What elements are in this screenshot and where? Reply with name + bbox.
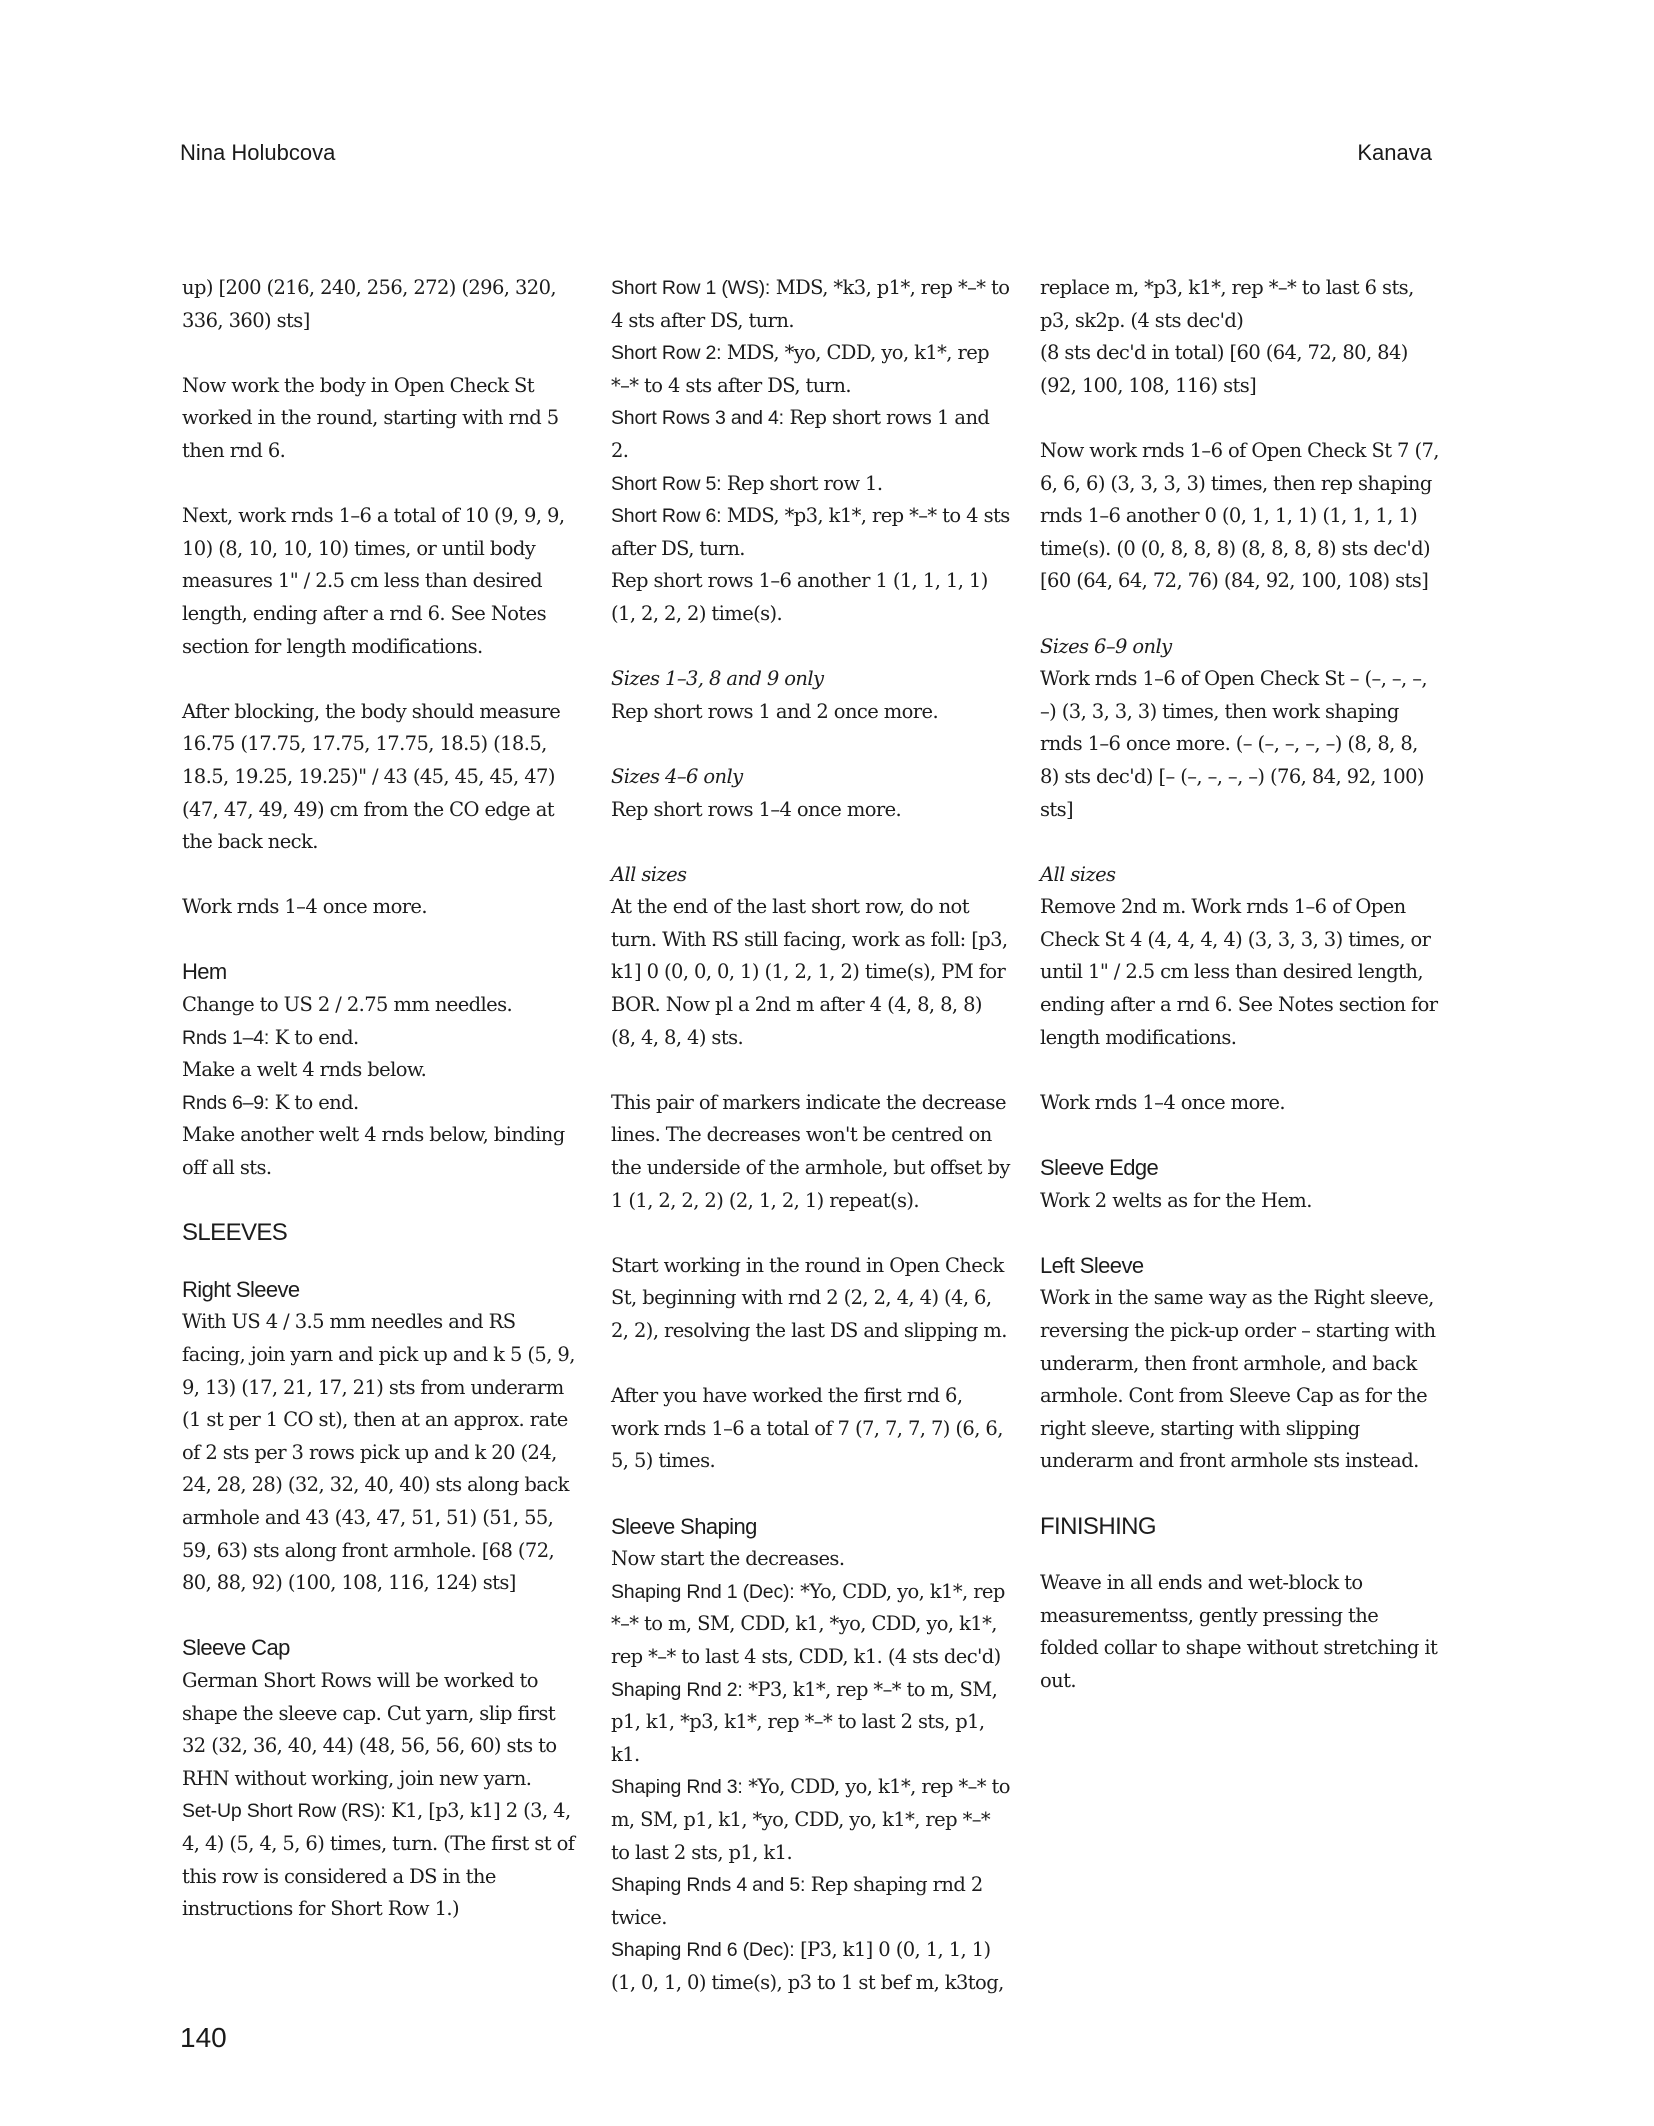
paragraph: Rep short rows 1–4 once more. xyxy=(611,797,902,821)
right-sleeve-heading: Right Sleeve xyxy=(182,1276,300,1302)
instruction-label: Rnds 1–4: xyxy=(182,1026,270,1049)
paragraph: German Short Rows will be worked to shape the sleeve cap. Cut yarn, slip first 32 (32, 36, 40, 44) (48, 56, 56, 60) sts to RHN without working, join new yarn. xyxy=(182,1668,557,1790)
paragraph: Work rnds 1–6 of Open Check St – (–, –, –, –) (3, 3, 3, 3) times, then work shaping rnds 1–6 once more. (– (–, –, –, –) (8, 8, 8, 8) sts dec'd) [– (–, –, –, –) (76, 84, 92, 100) sts] xyxy=(1040,667,1427,821)
column-3 xyxy=(1040,272,1440,1730)
paragraph: Next, work rnds 1–6 a total of 10 (9, 9, 9, 10) (8, 10, 10, 10) times, or until body measures 1" / 2.5 cm less than desired length, ending after a rnd 6. See Notes section for length modifications. xyxy=(182,504,565,658)
hem-line xyxy=(182,1022,582,1055)
instruction-label: Rnds 6–9: xyxy=(182,1091,270,1114)
sizes-subheading: Sizes 1–3, 8 and 9 only xyxy=(611,667,824,691)
paragraph: replace m, *p3, k1*, rep *–* to last 6 sts, p3, sk2p. (4 sts dec'd) xyxy=(1040,276,1414,332)
instruction-label: Shaping Rnd 1 (Dec): xyxy=(611,1580,795,1603)
instruction-label: Short Row 1 (WS): xyxy=(611,277,771,299)
column-1 xyxy=(182,272,582,1926)
instruction-text: MDS, *k3, p1*, rep *–* to 4 sts after DS, turn. xyxy=(611,276,1010,332)
hem-line: Make a welt 4 rnds below. xyxy=(182,1058,427,1082)
sizes-subheading: Sizes 4–6 only xyxy=(611,764,743,788)
paragraph xyxy=(182,1795,582,1925)
finishing-heading: FINISHING xyxy=(1040,1512,1156,1540)
paragraph: Now start the decreases. xyxy=(611,1547,845,1571)
instruction-label: Short Row 2: xyxy=(611,342,722,365)
instruction-label: Shaping Rnd 2: xyxy=(611,1678,743,1701)
paragraph: After blocking, the body should measure 16.75 (17.75, 17.75, 17.75, 18.5) (18.5, 18.5, 19.25, 19.25)" / 43 (45, 45, 45, 47) (47, 47, 49, 49) cm from the CO edge at the back neck. xyxy=(182,699,561,854)
shaping-rnd xyxy=(611,1934,1011,1999)
paragraph: Now work the body in Open Check St worked in the round, starting with rnd 5 then rnd 6. xyxy=(182,373,559,462)
instruction-text: K to end. xyxy=(269,1025,359,1049)
paragraph: (8 sts dec'd in total) [60 (64, 72, 80, 84) (92, 100, 108, 116) sts] xyxy=(1040,341,1408,397)
instruction-text: Rep short rows 1 and 2. xyxy=(611,406,990,462)
paragraph: Remove 2nd m. Work rnds 1–6 of Open Check St 4 (4, 4, 4, 4) (3, 3, 3, 3) times, or until 1" / 2.5 cm less than desired length, ending after a rnd 6. See Notes section for length modifications. xyxy=(1040,895,1438,1049)
short-row xyxy=(611,402,1011,467)
instruction-label: Set-Up Short Row (RS): xyxy=(182,1800,386,1823)
instruction-text: K1, [p3, k1] 2 (3, 4, 4, 4) (5, 4, 5, 6) times, turn. (The first st of this row is considered a DS in the instructions for Short Row 1.) xyxy=(182,1799,575,1921)
instruction-text: *Yo, CDD, yo, k1*, rep *–* to m, SM, p1, k1, *yo, CDD, yo, k1*, rep *–* to last 2 sts, p1, k1. xyxy=(611,1775,1010,1864)
page-number: 140 xyxy=(180,2022,227,2053)
short-row xyxy=(611,500,1011,565)
short-row xyxy=(611,337,1011,402)
shaping-rnd xyxy=(611,1869,1011,1934)
instruction-text: Rep shaping rnd 2 twice. xyxy=(611,1873,983,1929)
hem-line: Change to US 2 / 2.75 mm needles. xyxy=(182,993,513,1017)
short-row xyxy=(611,272,1011,337)
instruction-label: Shaping Rnds 4 and 5: xyxy=(611,1874,806,1897)
instruction-text: [P3, k1] 0 (0, 1, 1, 1) (1, 0, 1, 0) time(s), p3 to 1 st bef m, k3tog, xyxy=(611,1938,1004,1994)
hem-line xyxy=(182,1087,582,1120)
instruction-text: *P3, k1*, rep *–* to m, SM, p1, k1, *p3, k1*, rep *–* to last 2 sts, p1, k1. xyxy=(611,1677,998,1766)
column-2 xyxy=(611,272,1011,1999)
paragraph: With US 4 / 3.5 mm needles and RS facing, join yarn and pick up and k 5 (5, 9, 9, 13) (17, 21, 17, 21) sts from underarm (1 st per 1 CO st), then at an approx. rate of 2 sts per 3 rows pick up and k 20 (24, 24, 28, 28) (32, 32, 40, 40) sts along back armhole and 43 (43, 47, 51, 51) (51, 55, 59, 63) sts along front armhole. [68 (72, 80, 88, 92) (100, 108, 116, 124) sts] xyxy=(182,1310,575,1595)
sleeve-cap-heading: Sleeve Cap xyxy=(182,1635,290,1661)
paragraph: Weave in all ends and wet-block to measurementss, gently pressing the folded collar to shape without stretching it out. xyxy=(1040,1571,1438,1692)
instruction-label: Short Row 5: xyxy=(611,472,722,495)
running-header-author: Nina Holubcova xyxy=(180,140,336,165)
shaping-rnd xyxy=(611,1576,1011,1674)
paragraph: Rep short rows 1–6 another 1 (1, 1, 1, 1) (1, 2, 2, 2) time(s). xyxy=(611,569,988,625)
paragraph: Work in the same way as the Right sleeve, reversing the pick-up order – starting with underarm, then front armhole, and back armhole. Cont from Sleeve Cap as for the right sleeve, starting with slipping underarm and front armhole sts instead. xyxy=(1040,1286,1436,1473)
hem-line: Make another welt 4 rnds below, binding off all sts. xyxy=(182,1123,565,1180)
running-header-title: Kanava xyxy=(1357,140,1432,165)
hem-heading: Hem xyxy=(182,959,227,985)
paragraph: Work 2 welts as for the Hem. xyxy=(1040,1188,1312,1212)
instruction-text: *Yo, CDD, yo, k1*, rep *–* to m, SM, CDD, k1, *yo, CDD, yo, k1*, rep *–* to last 4 sts, CDD, k1. (4 sts dec'd) xyxy=(611,1579,1005,1668)
paragraph: At the end of the last short row, do not turn. With RS still facing, work as foll: [p3, k1] 0 (0, 0, 0, 1) (1, 2, 1, 2) time(s), PM for BOR. Now pl a 2nd m after 4 (4, 8, 8, 8) (8, 4, 8, 4) sts. xyxy=(611,895,1008,1049)
paragraph: Start working in the round in Open Check St, beginning with rnd 2 (2, 2, 4, 4) (4, 6, 2, 2), resolving the last DS and slipping m. xyxy=(611,1253,1007,1342)
sizes-subheading: All sizes xyxy=(1040,862,1116,886)
sizes-subheading: All sizes xyxy=(611,862,687,886)
paragraph: After you have worked the first rnd 6, work rnds 1–6 a total of 7 (7, 7, 7, 7) (6, 6, 5, 5) times. xyxy=(611,1384,1003,1473)
shaping-rnd xyxy=(611,1674,1011,1772)
left-sleeve-heading: Left Sleeve xyxy=(1040,1252,1144,1278)
instruction-text: Rep short row 1. xyxy=(721,471,883,495)
paragraph: Work rnds 1–4 once more. xyxy=(182,895,427,919)
instruction-text: K to end. xyxy=(269,1090,359,1114)
sleeves-heading: SLEEVES xyxy=(182,1219,288,1247)
shaping-rnd xyxy=(611,1771,1011,1869)
instruction-label: Shaping Rnd 6 (Dec): xyxy=(611,1939,795,1962)
paragraph: up) [200 (216, 240, 256, 272) (296, 320, 336, 360) sts] xyxy=(182,276,556,332)
sleeve-shaping-heading: Sleeve Shaping xyxy=(611,1513,757,1539)
paragraph: This pair of markers indicate the decrease lines. The decreases won't be centred on the underside of the armhole, but offset by 1 (1, 2, 2, 2) (2, 1, 2, 1) repeat(s). xyxy=(611,1090,1010,1212)
instruction-label: Shaping Rnd 3: xyxy=(611,1776,743,1799)
paragraph: Work rnds 1–4 once more. xyxy=(1040,1090,1285,1114)
instruction-label: Short Rows 3 and 4: xyxy=(611,407,784,430)
paragraph: Now work rnds 1–6 of Open Check St 7 (7, 6, 6, 6) (3, 3, 3, 3) times, then rep shaping rnds 1–6 another 0 (0, 1, 1, 1) (1, 1, 1, 1) time(s). (0 (0, 8, 8, 8) (8, 8, 8, 8) sts dec'd) [60 (64, 64, 72, 76) (84, 92, 100, 108) sts] xyxy=(1040,438,1439,593)
short-row xyxy=(611,468,1011,501)
instruction-label: Short Row 6: xyxy=(611,505,722,528)
paragraph: Rep short rows 1 and 2 once more. xyxy=(611,699,939,723)
instruction-text: MDS, *p3, k1*, rep *–* to 4 sts after DS, turn. xyxy=(611,504,1010,560)
sizes-subheading: Sizes 6–9 only xyxy=(1040,634,1172,658)
sleeve-edge-heading: Sleeve Edge xyxy=(1040,1155,1159,1181)
instruction-text: MDS, *yo, CDD, yo, k1*, rep *–* to 4 sts after DS, turn. xyxy=(611,341,990,397)
